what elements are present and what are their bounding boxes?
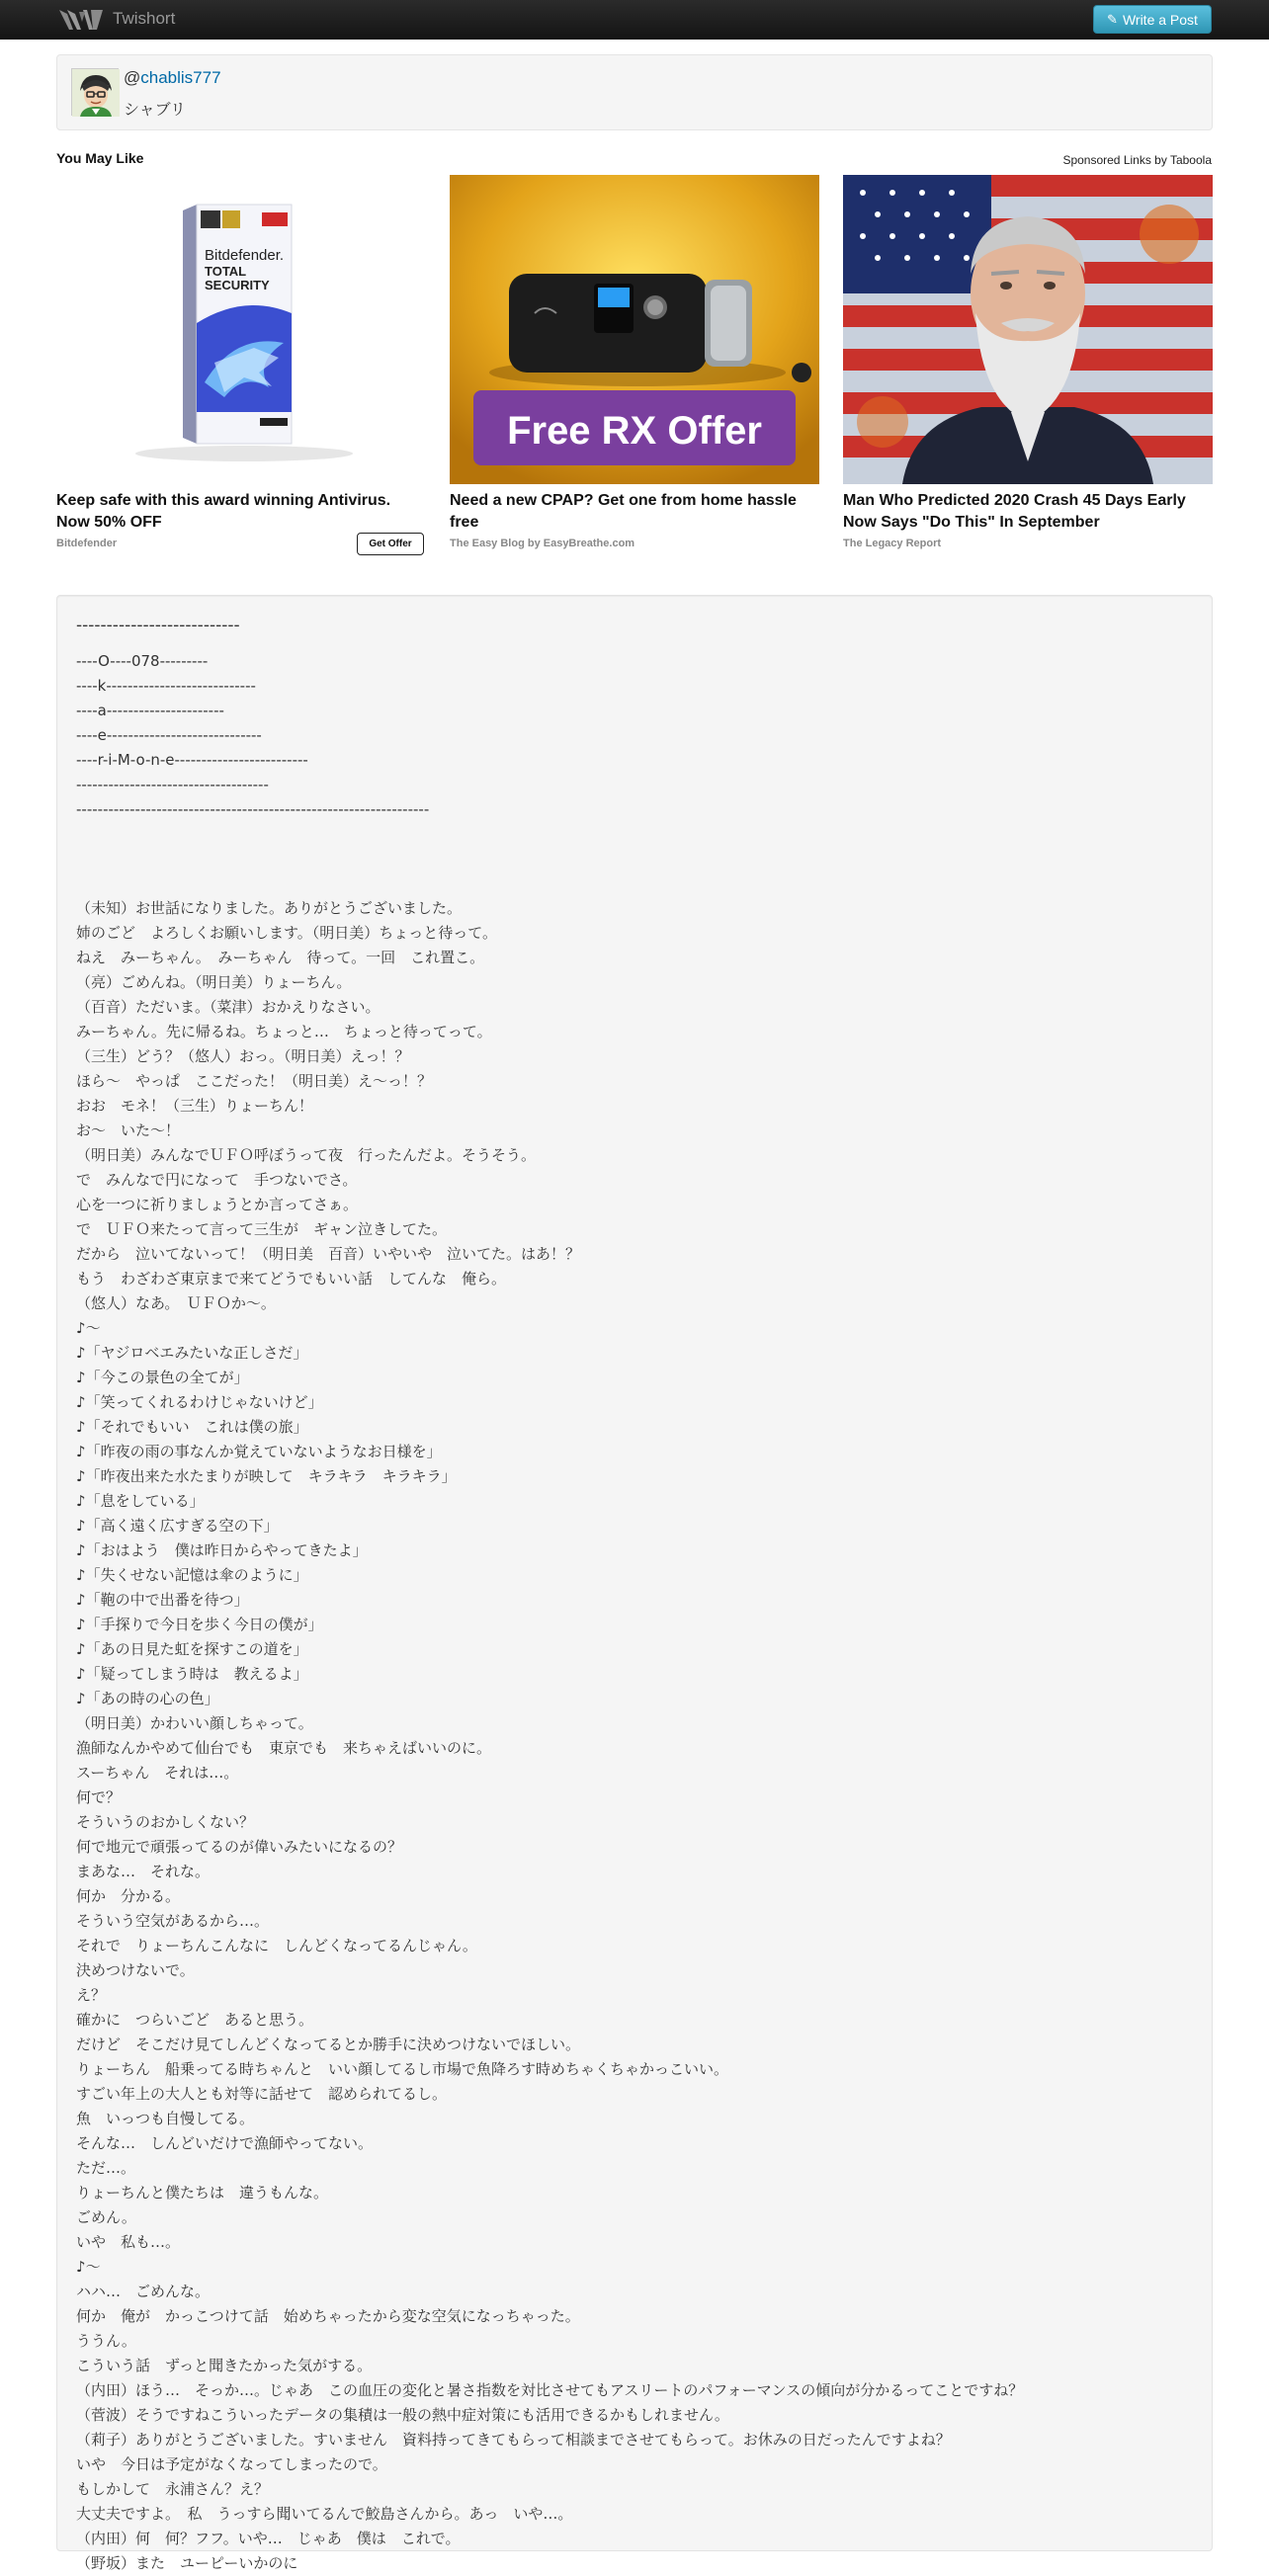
software-box-image — [56, 175, 426, 484]
prediction-ad-image[interactable] — [843, 175, 1213, 484]
post-line: 決めつけないで。 — [76, 1961, 195, 1979]
post-line: こういう話 ずっと聞きたかった気がする。 — [76, 2357, 373, 2374]
author-nickname: シャブリ — [124, 100, 187, 119]
post-line: ♪「昨夜の雨の事なんか覚えていないようなお日様を」 — [76, 1443, 442, 1460]
post-line: （三生）どう？（悠人）おっ。（明日美）えっ！？ — [76, 1047, 410, 1065]
post-line — [76, 822, 1193, 847]
free-rx-offer-text: Free RX Offer — [507, 409, 762, 453]
card-source[interactable]: The Legacy Report — [843, 538, 942, 549]
post-line: （野坂）また ユーピーいかのに — [76, 2554, 298, 2572]
post-body — [56, 595, 1213, 2572]
card-headline[interactable]: Keep safe with this award winning Antivirus. Now 50% OFF — [56, 492, 391, 531]
post-first-line: --------------------------- — [76, 616, 240, 635]
post-line: 何か 分かる。 — [76, 1887, 181, 1905]
recommendations-title: You May Like — [56, 150, 144, 166]
post-line — [76, 847, 1193, 872]
post-line: スーちゃん それは…。 — [76, 1764, 239, 1782]
post-line: ♪「ヤジロベエみたいな正しさだ」 — [76, 1344, 308, 1362]
author-handle-link[interactable]: chablis777 — [140, 68, 221, 87]
post-line: そういう空気があるから…。 — [76, 1912, 270, 1930]
post-line: ♪「手探りで今日を歩く今日の僕が」 — [76, 1616, 323, 1633]
post-line: だから 泣いてないって！（明日美 百音）いやいや 泣いてた。はあ！？ — [76, 1245, 581, 1263]
post-line: ごめん。 — [76, 2208, 136, 2226]
recommendation-card-prediction[interactable] — [843, 175, 1213, 549]
post-line: お～ いた～！ — [76, 1122, 181, 1139]
post-line: いや 私も…。 — [76, 2233, 181, 2251]
card-headline[interactable]: Need a new CPAP? Get one from home hassle free — [450, 492, 797, 531]
edit-icon: ✎ — [1107, 11, 1118, 27]
post-line: （明日美）かわいい顔しちゃって。 — [76, 1714, 313, 1732]
post-line: （内田）ほう… そっか…。じゃあ この血圧の変化と暑さ指数を対比させてもアスリートのパフォーマンスの傾向が分かるってことですね？ — [76, 2381, 1024, 2399]
post-line: 心を一つに祈りましょうとか言ってさぁ。 — [76, 1196, 359, 1213]
post-line: （内田）何 何？フフ。いや… じゃあ 僕は これで。 — [76, 2530, 461, 2547]
post-line: いや 今日は予定がなくなってしまったので。 — [76, 2455, 387, 2473]
post-line: で ＵＦＯ来たって言って三生が ギャン泣きしてた。 — [76, 1220, 448, 1238]
post-line: りょーちん 船乗ってる時ちゃんと いい顔してるし市場で魚降ろす時めちゃくちゃかっこいい。 — [76, 2060, 729, 2078]
post-line: （未知）お世話になりました。ありがとうございました。 — [76, 899, 463, 917]
post-line: もしかして 永浦さん？え？ — [76, 2480, 270, 2498]
post-line: ♪「おはよう 僕は昨日からやってきたよ」 — [76, 1541, 368, 1559]
box-line-2: TOTAL — [205, 264, 247, 279]
recommendation-card-cpap[interactable] — [450, 175, 819, 549]
bearded-man-flag-image — [843, 175, 1213, 484]
post-line: 何で地元で頑張ってるのが偉いみたいになるの？ — [76, 1838, 403, 1856]
post-line: え？ — [76, 1986, 107, 2004]
post-line: ♪～ — [76, 1319, 101, 1337]
post-line: ♪「鞄の中で出番を待つ」 — [76, 1591, 249, 1609]
post-line: ------------------------------------ — [76, 776, 269, 793]
brand-name[interactable]: Twishort — [113, 9, 176, 28]
post-line: （莉子）ありがとうございました。すいません 資料持ってきてもらって相談までさせてもらって。お休みの日だったんですよね？ — [76, 2431, 951, 2449]
cpap-machine-image — [450, 175, 819, 484]
post-line: おお モネ！（三生）りょーちん！ — [76, 1097, 314, 1115]
post-line: そんな… しんどいだけで漁師やってない。 — [76, 2134, 374, 2152]
post-line: ----k---------------------------- — [76, 677, 256, 695]
avatar-image — [72, 69, 120, 117]
post-line: 大丈夫ですよ。 私 うっすら聞いてるんで鮫島さんから。あっ いや…。 — [76, 2505, 573, 2523]
post-line: ♪「それでもいい これは僕の旅」 — [76, 1418, 308, 1436]
post-line: 何で？ — [76, 1788, 122, 1806]
post-line: で みんなで円になって 手つないでさ。 — [76, 1171, 358, 1189]
post-line: すごい年上の大人とも対等に話せて 認められてるし。 — [76, 2085, 448, 2103]
post-line: ♪「失くせない記憶は傘のように」 — [76, 1566, 308, 1584]
post-line: 漁師なんかやめて仙台でも 東京でも 来ちゃえばいいのに。 — [76, 1739, 492, 1757]
cpap-ad-image[interactable] — [450, 175, 819, 484]
post-line: 姉のごど よろしくお願いします。（明日美）ちょっと待って。 — [76, 924, 498, 942]
post-line: 魚 いっつも自慢してる。 — [76, 2110, 255, 2127]
sponsored-links-label[interactable]: Sponsored Links by Taboola — [1062, 153, 1212, 167]
post-line: ♪「あの日見た虹を探すこの道を」 — [76, 1640, 308, 1658]
write-post-button[interactable] — [1093, 5, 1212, 34]
post-line: ハハ… ごめんな。 — [76, 2283, 211, 2300]
post-line: それで りょーちんこんなに しんどくなってるんじゃん。 — [76, 1937, 477, 1954]
handle-prefix: @ — [124, 68, 141, 87]
post-line: ----r-i-M-o-n-e------------------------- — [76, 751, 308, 769]
avatar[interactable] — [71, 68, 119, 116]
recommendation-card-antivirus[interactable] — [56, 175, 426, 549]
post-line — [76, 872, 1193, 896]
box-line-3: SECURITY — [205, 278, 270, 292]
top-navbar — [0, 0, 1269, 40]
get-offer-button[interactable]: Get Offer — [357, 533, 424, 555]
post-line: みーちゃん。先に帰るね。ちょっと… ちょっと待ってって。 — [76, 1023, 492, 1040]
post-line: ♪「今この景色の全てが」 — [76, 1369, 249, 1386]
post-line: ♪「笑ってくれるわけじゃないけど」 — [76, 1393, 323, 1411]
card-source[interactable]: The Easy Blog by EasyBreathe.com — [450, 538, 635, 549]
post-line: ほら～ やっぱ ここだった！（明日美）え～っ！？ — [76, 1072, 433, 1090]
post-line: ねえ みーちゃん。 みーちゃん 待って。一回 これ置こ。 — [76, 949, 485, 966]
post-line: ううん。 — [76, 2332, 136, 2350]
post-line: 何か 俺が かっこつけて話 始めちゃったから変な空気になっちゃった。 — [76, 2307, 580, 2325]
post-line: もう わざわざ東京まで来てどうでもいい話 してんな 俺ら。 — [76, 1270, 507, 1288]
post-line: 確かに つらいごど あると思う。 — [76, 2011, 314, 2029]
post-line: ----O----078--------- — [76, 652, 209, 670]
post-line: ♪「昨夜出来た水たまりが映して キラキラ キラキラ」 — [76, 1467, 457, 1485]
post-line: そういうのおかしくない？ — [76, 1813, 255, 1831]
post-line: だけど そこだけ見てしんどくなってるとか勝手に決めつけないでほしい。 — [76, 2036, 581, 2053]
box-line-1: Bitdefender. — [205, 247, 285, 264]
post-line: りょーちんと僕たちは 違うもんな。 — [76, 2184, 329, 2202]
post-line: ♪「高く遠く広すぎる空の下」 — [76, 1517, 279, 1535]
post-line: （菅波）そうですねこういったデータの集積は一般の熱中症対策にも活用できるかもしれません。 — [76, 2406, 729, 2424]
post-line: ----e----------------------------- — [76, 726, 262, 744]
post-text — [76, 649, 1193, 2576]
post-line: ♪「あの時の心の色」 — [76, 1690, 219, 1707]
post-line: （明日美）みんなでＵＦＯ呼ぼうって夜 行ったんだよ。そうそう。 — [76, 1146, 537, 1164]
post-line: ♪「疑ってしまう時は 教えるよ」 — [76, 1665, 308, 1683]
post-line: ------------------------------------------------------------------ — [76, 800, 430, 818]
post-line: （百音）ただいま。（菜津）おかえりなさい。 — [76, 998, 381, 1016]
post-line: ただ…。 — [76, 2159, 136, 2177]
card-source[interactable]: Bitdefender — [56, 538, 118, 549]
post-line: ♪～ — [76, 2258, 101, 2276]
twishort-logo-icon[interactable] — [57, 6, 105, 34]
antivirus-ad-image[interactable] — [56, 175, 426, 484]
post-line: （亮）ごめんね。（明日美）りょーちん。 — [76, 973, 352, 991]
post-line: まあな… それな。 — [76, 1863, 211, 1880]
post-line: ----a---------------------- — [76, 702, 224, 719]
write-post-label: Write a Post — [1122, 11, 1198, 28]
card-headline[interactable]: Man Who Predicted 2020 Crash 45 Days Early Now Says "Do This" In September — [843, 492, 1186, 531]
post-line: （悠人）なあ。 ＵＦＯか～。 — [76, 1294, 276, 1312]
author-card — [56, 54, 1213, 130]
post-line: ♪「息をしている」 — [76, 1492, 205, 1510]
author-handle — [124, 68, 221, 88]
